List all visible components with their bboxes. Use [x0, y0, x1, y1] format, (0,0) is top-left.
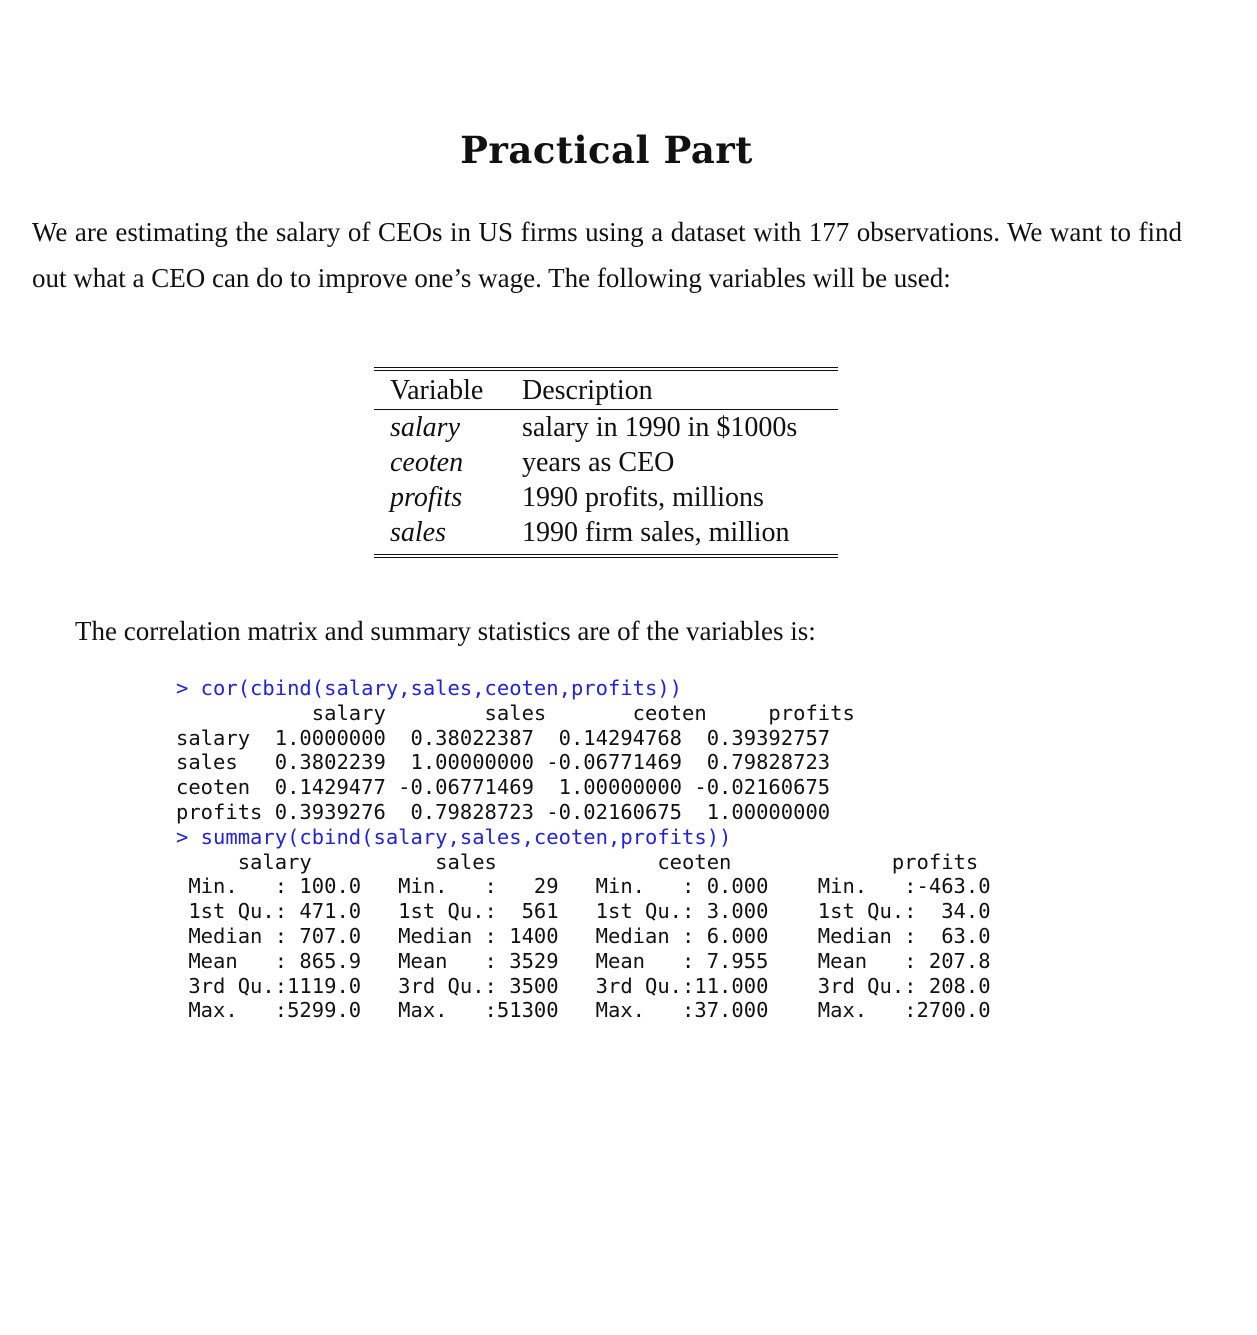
summary-output-line: 3rd Qu.:1119.0 3rd Qu.: 3500 3rd Qu.:11.000 3rd Qu.: 208.0 — [176, 973, 991, 998]
summary-output-line: Median : 707.0 Median : 1400 Median : 6.000 Median : 63.0 — [176, 923, 991, 948]
cor-output-line: ceoten 0.1429477 -0.06771469 1.00000000 -0.02160675 — [176, 775, 831, 800]
summary-output-line: Min. : 100.0 Min. : 29 Min. : 0.000 Min. :-463.0 — [176, 874, 991, 899]
table-row — [374, 445, 838, 480]
variable-name: ceoten — [390, 447, 464, 478]
variable-name: sales — [390, 517, 446, 548]
summary-output-line: Max. :5299.0 Max. :51300 Max. :37.000 Max. :2700.0 — [176, 998, 991, 1023]
variable-table — [374, 371, 838, 554]
variable-name: profits — [390, 482, 463, 513]
variable-description: salary in 1990 in $1000s — [522, 412, 798, 443]
cor-command: > cor(cbind(salary,sales,ceoten,profits)) — [176, 676, 683, 700]
summary-output-line: salary sales ceoten profits — [176, 849, 979, 874]
variable-description: 1990 firm sales, million — [522, 517, 790, 548]
header-description: Description — [506, 371, 838, 410]
table-header-row — [374, 371, 838, 410]
summary-command: > summary(cbind(salary,sales,ceoten,profits)) — [176, 824, 732, 849]
variable-table-container — [374, 367, 838, 558]
section-title: Practical Part — [460, 128, 753, 172]
r-console-output — [176, 676, 991, 1023]
intro-paragraph: We are estimating the salary of CEOs in US firms using a dataset with 177 observations. We want to find out what a CEO can do to improve one’s wage. The following variables will be used: — [32, 217, 1182, 293]
bottom-double-rule — [374, 554, 838, 558]
summary-output-line: 1st Qu.: 471.0 1st Qu.: 561 1st Qu.: 3.000 1st Qu.: 34.0 — [176, 899, 991, 924]
cor-output-line: salary sales ceoten profits — [176, 700, 855, 725]
cor-output-line: sales 0.3802239 1.00000000 -0.06771469 0.79828723 — [176, 750, 831, 775]
cor-output-line: profits 0.3939276 0.79828723 -0.02160675 1.00000000 — [176, 799, 831, 824]
variable-description: years as CEO — [522, 447, 675, 478]
table-row — [374, 515, 838, 554]
table-row — [374, 410, 838, 446]
cor-output-line: salary 1.0000000 0.38022387 0.14294768 0.39392757 — [176, 725, 831, 750]
variable-name: salary — [390, 412, 460, 443]
variable-description: 1990 profits, millions — [522, 482, 764, 513]
header-variable: Variable — [374, 371, 506, 410]
summary-output-line: Mean : 865.9 Mean : 3529 Mean : 7.955 Mean : 207.8 — [176, 948, 991, 973]
table-row — [374, 480, 838, 515]
stats-intro-paragraph: The correlation matrix and summary statistics are of the variables is: — [75, 616, 816, 646]
